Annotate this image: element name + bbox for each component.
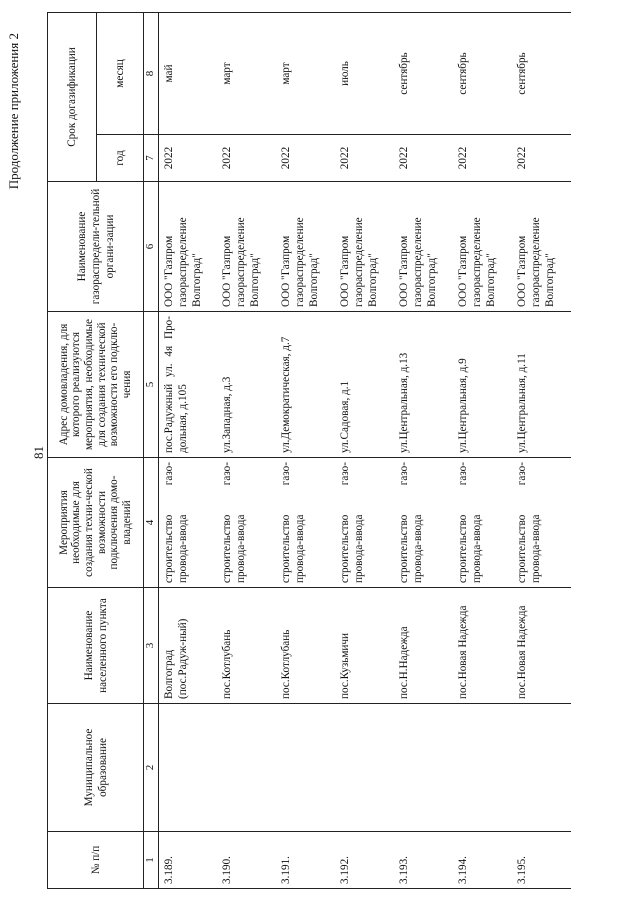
table-row [335,13,394,889]
table-row [453,13,512,889]
table-body [158,13,571,889]
cell-settlement: пос.Котлубань [217,588,276,704]
cell-year: 2022 [217,135,276,182]
cell-org: ООО "Газпром газораспределение Волгоград" [217,182,276,312]
cell-year: 2022 [453,135,512,182]
column-number-row [144,13,159,889]
cell-address: пос.Радужный ул. 4я Про-дольная, д.105 [158,312,217,458]
cell-municipality [512,704,571,832]
header-measures: Мероприятия необходимые для создания техни-ческой возможности подключения домо-владений [48,458,144,588]
continuation-label: Продолжение приложения 2 [6,33,21,190]
cell-measures: строительство газо-провода-ввода [217,458,276,588]
cell-settlement: пос.Н.Надежда [394,588,453,704]
cell-month: июль [335,13,394,135]
header-term: Срок догазификации [48,13,97,182]
cell-municipality [276,704,335,832]
header-num: № п/п [48,832,144,889]
column-number: 3 [144,588,159,704]
header-address: Адрес домовладения, для которого реализуются мероприятия, необходимые для создания технической возможности его подклю-чения [48,312,144,458]
column-number: 7 [144,135,159,182]
column-number: 6 [144,182,159,312]
cell-org: ООО "Газпром газораспределение Волгоград" [453,182,512,312]
cell-settlement: Волгоград (пос.Радуж-ный) [158,588,217,704]
cell-settlement: пос.Новая Надежда [453,588,512,704]
cell-measures: строительство газо-провода-ввода [512,458,571,588]
cell-year: 2022 [158,135,217,182]
cell-address: ул.Центральная, д.11 [512,312,571,458]
cell-year: 2022 [335,135,394,182]
cell-num: 3.190. [217,832,276,889]
column-number: 5 [144,312,159,458]
cell-measures: строительство газо-провода-ввода [158,458,217,588]
cell-month: май [158,13,217,135]
cell-org: ООО "Газпром газораспределение Волгоград" [276,182,335,312]
table-row [276,13,335,889]
cell-measures: строительство газо-провода-ввода [335,458,394,588]
cell-address: ул.Демократическая, д.7 [276,312,335,458]
cell-municipality [394,704,453,832]
cell-measures: строительство газо-провода-ввода [276,458,335,588]
table-row [512,13,571,889]
table-row [394,13,453,889]
cell-municipality [453,704,512,832]
cell-settlement: пос.Новая Надежда [512,588,571,704]
column-number: 1 [144,832,159,889]
cell-org: ООО "Газпром газораспределение Волгоград" [158,182,217,312]
cell-num: 3.193. [394,832,453,889]
cell-municipality [335,704,394,832]
cell-address: ул.Центральная, д.13 [394,312,453,458]
header-month: месяц [97,13,144,135]
cell-address: ул.Садовая, д.1 [335,312,394,458]
cell-settlement: пос.Кузьмичи [335,588,394,704]
cell-num: 3.195. [512,832,571,889]
page-number: 81 [31,446,46,459]
cell-settlement: пос.Котлубань [276,588,335,704]
cell-address: ул.Центральная, д.9 [453,312,512,458]
column-number: 4 [144,458,159,588]
cell-org: ООО "Газпром газораспределение Волгоград" [512,182,571,312]
header-municipality: Муниципальное образование [48,704,144,832]
cell-num: 3.191. [276,832,335,889]
cell-measures: строительство газо-провода-ввода [453,458,512,588]
header-org: Наименование газораспредели-тельной органи-зации [48,182,144,312]
cell-year: 2022 [394,135,453,182]
gasification-table [47,12,571,889]
table-header [48,13,159,889]
cell-month: март [217,13,276,135]
column-number: 2 [144,704,159,832]
cell-municipality [158,704,217,832]
cell-month: март [276,13,335,135]
cell-month: сентябрь [512,13,571,135]
table-row [217,13,276,889]
header-year: год [97,135,144,182]
cell-year: 2022 [512,135,571,182]
cell-month: сентябрь [394,13,453,135]
header-settlement: Наименование населенного пункта [48,588,144,704]
cell-year: 2022 [276,135,335,182]
cell-num: 3.194. [453,832,512,889]
cell-measures: строительство газо-провода-ввода [394,458,453,588]
cell-num: 3.189. [158,832,217,889]
cell-address: ул.Западная, д.3 [217,312,276,458]
cell-month: сентябрь [453,13,512,135]
cell-num: 3.192. [335,832,394,889]
cell-org: ООО "Газпром газораспределение Волгоград" [335,182,394,312]
table-row [158,13,217,889]
cell-org: ООО "Газпром газораспределение Волгоград" [394,182,453,312]
cell-municipality [217,704,276,832]
column-number: 8 [144,13,159,135]
